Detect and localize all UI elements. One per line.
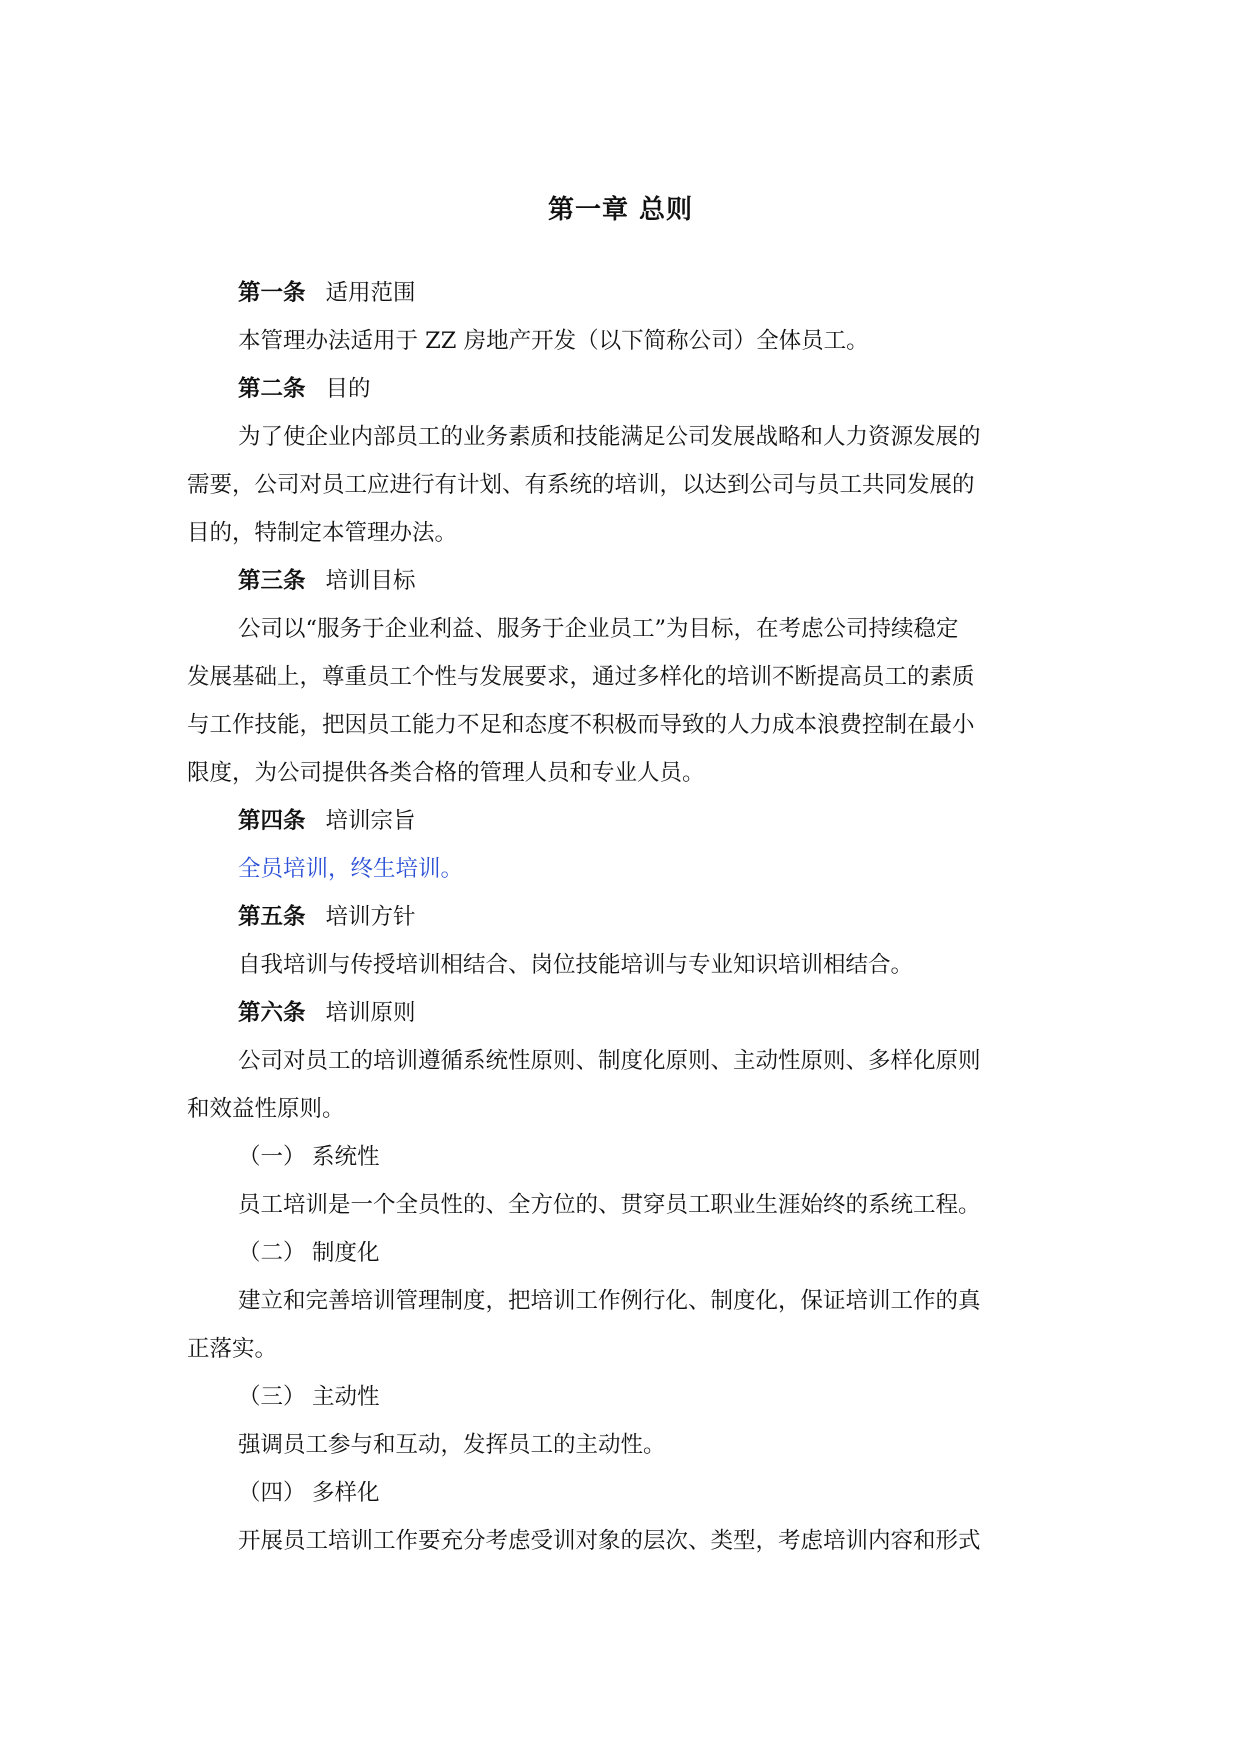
article-6-heading	[238, 996, 416, 1030]
article-number: 第六条	[238, 1000, 306, 1026]
principle-2-heading	[238, 1236, 380, 1270]
principle-3-heading	[238, 1380, 380, 1414]
article-3-line-1: 公司以“服务于企业利益、服务于企业员工”为目标，在考虑公司持续稳定	[238, 616, 959, 642]
principle-1-line-1: 员工培训是一个全员性的、全方位的、贯穿员工职业生涯始终的系统工程。	[238, 1192, 981, 1218]
principle-number: （二）	[238, 1240, 306, 1266]
principle-4-heading	[238, 1476, 380, 1510]
article-number: 第三条	[238, 568, 306, 594]
article-2-line-2: 需要，公司对员工应进行有计划、有系统的培训，以达到公司与员工共同发展的	[187, 472, 975, 498]
article-topic: 培训原则	[325, 1000, 416, 1026]
article-6-line-2: 和效益性原则。	[187, 1096, 345, 1122]
article-topic: 培训宗旨	[325, 808, 416, 834]
article-topic: 培训目标	[325, 568, 416, 594]
article-number: 第五条	[238, 904, 306, 930]
principle-2-line-2: 正落实。	[187, 1336, 278, 1362]
article-6-line-1: 公司对员工的培训遵循系统性原则、制度化原则、主动性原则、多样化原则	[238, 1048, 981, 1074]
article-number: 第四条	[238, 808, 306, 834]
principle-name: 主动性	[312, 1384, 380, 1410]
article-3-heading	[238, 564, 416, 598]
article-5-heading	[238, 900, 416, 934]
article-topic: 适用范围	[325, 280, 416, 306]
principle-2-line-1: 建立和完善培训管理制度，把培训工作例行化、制度化，保证培训工作的真	[238, 1288, 981, 1314]
article-4-line-1: 全员培训，终生培训。	[238, 856, 464, 882]
article-3-line-2: 发展基础上，尊重员工个性与发展要求，通过多样化的培训不断提高员工的素质	[187, 664, 975, 690]
article-1-line-1: 本管理办法适用于 ZZ 房地产开发（以下简称公司）全体员工。	[238, 328, 869, 354]
principle-number: （三）	[238, 1384, 306, 1410]
principle-number: （四）	[238, 1480, 306, 1506]
principle-name: 多样化	[312, 1480, 380, 1506]
article-topic: 目的	[325, 376, 371, 402]
principle-1-heading	[238, 1140, 380, 1174]
article-2-line-3: 目的，特制定本管理办法。	[187, 520, 458, 546]
article-3-line-3: 与工作技能，把因员工能力不足和态度不积极而导致的人力成本浪费控制在最小	[187, 712, 975, 738]
article-5-line-1: 自我培训与传授培训相结合、岗位技能培训与专业知识培训相结合。	[238, 952, 914, 978]
principle-name: 制度化	[312, 1240, 380, 1266]
principle-name: 系统性	[312, 1144, 380, 1170]
article-3-line-4: 限度，为公司提供各类合格的管理人员和专业人员。	[187, 760, 705, 786]
principle-3-line-1: 强调员工参与和互动，发挥员工的主动性。	[238, 1432, 666, 1458]
principle-number: （一）	[238, 1144, 306, 1170]
principle-4-line-1: 开展员工培训工作要充分考虑受训对象的层次、类型，考虑培训内容和形式	[238, 1528, 981, 1554]
article-number: 第一条	[238, 280, 306, 306]
article-4-heading	[238, 804, 416, 838]
chapter-title: 第一章 总则	[547, 195, 694, 225]
article-2-line-1: 为了使企业内部员工的业务素质和技能满足公司发展战略和人力资源发展的	[238, 424, 981, 450]
article-number: 第二条	[238, 376, 306, 402]
article-topic: 培训方针	[325, 904, 416, 930]
article-2-heading	[238, 372, 371, 406]
article-1-heading	[238, 276, 416, 310]
